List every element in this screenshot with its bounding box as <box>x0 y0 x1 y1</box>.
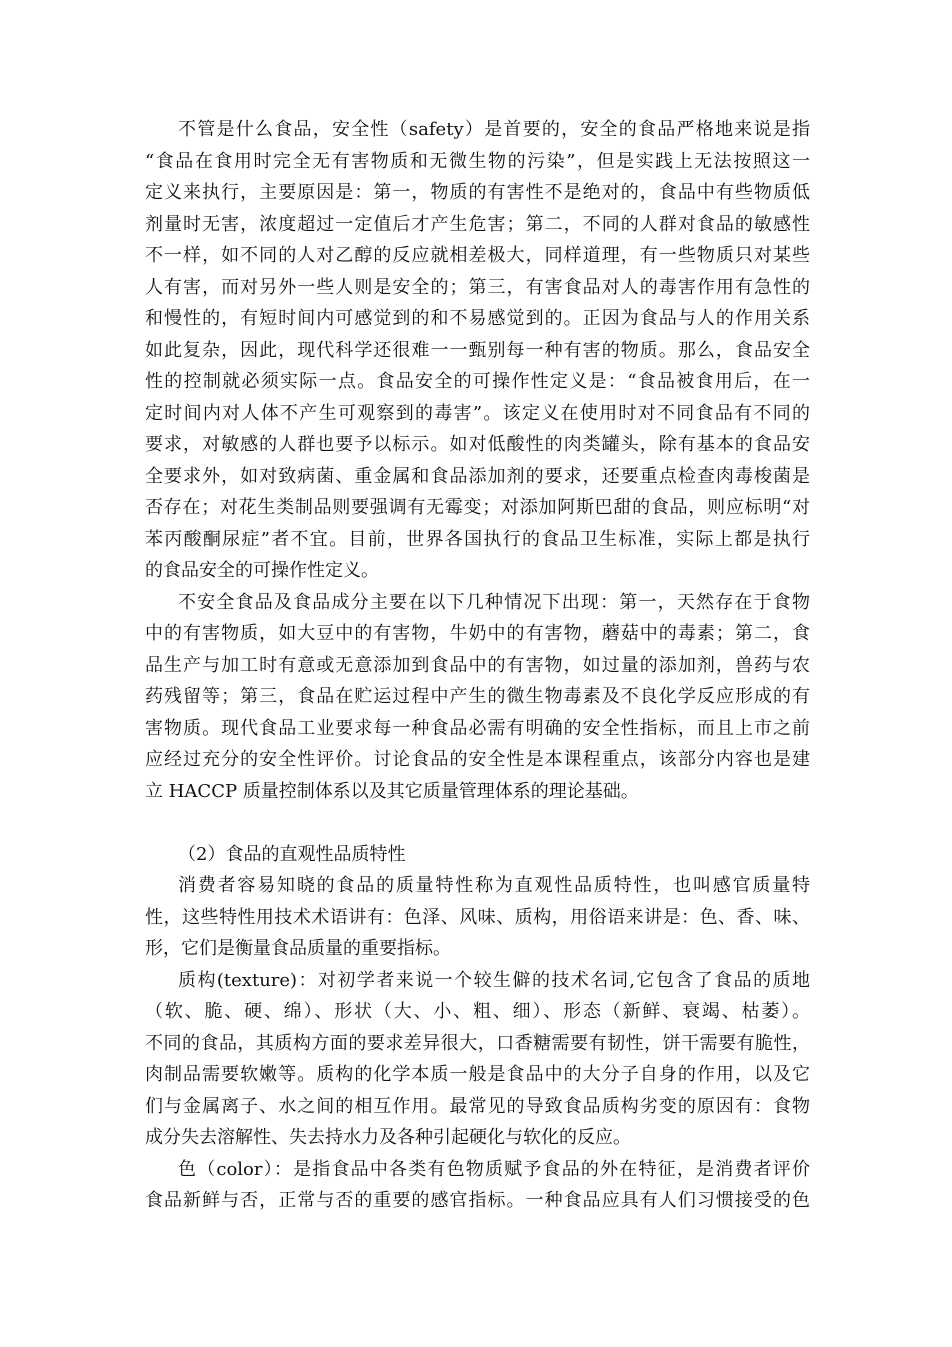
text-line: 药残留等；第三，食品在贮运过程中产生的微生物毒素及不良化学反应形成的有 <box>145 686 810 707</box>
text-line: 立 HACCP 质量控制体系以及其它质量管理体系的理论基础。 <box>145 780 639 802</box>
text-line: 质构(texture)：对初学者来说一个较生僻的技术名词,它包含了食品的质地 <box>178 969 810 991</box>
color-paragraph <box>145 1154 810 1217</box>
text-line: 们与金属离子、水之间的相互作用。最常见的导致食品质构劣变的原因有：食物 <box>145 1095 810 1117</box>
paragraph-spacer <box>145 807 810 839</box>
text-line: 品生产与加工时有意或无意添加到食品中的有害物，如过量的添加剂，兽药与农 <box>145 654 810 676</box>
text-line: （软、脆、硬、绵）、形状（大、小、粗、细）、形态（新鲜、衰竭、枯萎）。 <box>145 1001 810 1022</box>
section-heading: （2）食品的直观性品质特性 <box>178 843 406 865</box>
text-line: 食品新鲜与否，正常与否的重要的感官指标。一种食品应具有人们习惯接受的色 <box>145 1190 810 1211</box>
text-line: 色（color）：是指食品中各类有色物质赋予食品的外在特征，是消费者评价 <box>178 1158 810 1180</box>
texture-paragraph <box>145 965 810 1154</box>
text-line: 成分失去溶解性、失去持水力及各种引起硬化与软化的反应。 <box>145 1127 631 1148</box>
text-line: 不一样，如不同的人对乙醇的反应就相差极大，同样道理，有一些物质只对某些 <box>145 245 810 266</box>
text-line: 性，这些特性用技术术语讲有：色泽、风味、质构，用俗语来讲是：色、香、味、 <box>145 906 810 928</box>
text-line: 害物质。现代食品工业要求每一种食品必需有明确的安全性指标，而且上市之前 <box>145 717 810 739</box>
text-line: 不管是什么食品，安全性（safety）是首要的，安全的食品严格地来说是指 <box>178 119 810 140</box>
unsafe-food-paragraph <box>145 587 810 808</box>
text-line: 形，它们是衡量食品质量的重要指标。 <box>145 938 451 959</box>
text-line: 如此复杂，因此，现代科学还很难一一甄别每一种有害的物质。那么，食品安全 <box>145 339 810 361</box>
text-line: 否存在；对花生类制品则要强调有无霉变；对添加阿斯巴甜的食品，则应标明“对 <box>145 497 810 518</box>
text-line: 苯丙酸酮尿症”者不宜。目前，世界各国执行的食品卫生标准，实际上都是执行 <box>145 528 810 550</box>
text-line: 定时间内对人体不产生可观察到的毒害”。该定义在使用时对不同食品有不同的 <box>145 402 810 424</box>
text-line: 消费者容易知晓的食品的质量特性称为直观性品质特性，也叫感官质量特 <box>178 875 810 896</box>
text-line: 剂量时无害，浓度超过一定值后才产生危害；第二，不同的人群对食品的敏感性 <box>145 213 810 235</box>
text-line: 的食品安全的可操作性定义。 <box>145 560 379 581</box>
text-line: 性的控制就必须实际一点。食品安全的可操作性定义是：“食品被食用后，在一 <box>145 371 810 392</box>
text-line: 中的有害物质，如大豆中的有害物，牛奶中的有害物，蘑菇中的毒素；第二，食 <box>145 623 810 644</box>
text-line: 不同的食品，其质构方面的要求差异很大，口香糖需要有韧性，饼干需要有脆性， <box>145 1032 810 1054</box>
text-line: 人有害，而对另外一些人则是安全的；第三，有害食品对人的毒害作用有急性的 <box>145 276 810 298</box>
text-line: 应经过充分的安全性评价。讨论食品的安全性是本课程重点，该部分内容也是建 <box>145 749 810 770</box>
text-line: 要求，对敏感的人群也要予以标示。如对低酸性的肉类罐头，除有基本的食品安 <box>145 434 810 455</box>
text-line: 全要求外，如对致病菌、重金属和食品添加剂的要求，还要重点检查肉毒梭菌是 <box>145 465 810 487</box>
text-line: 定义来执行，主要原因是：第一，物质的有害性不是绝对的，食品中有些物质低 <box>145 182 810 203</box>
text-line: “食品在食用时完全无有害物质和无微生物的污染”，但是实践上无法按照这一 <box>145 150 810 172</box>
sensory-quality-paragraph <box>145 870 810 965</box>
text-line: 不安全食品及食品成分主要在以下几种情况下出现：第一，天然存在于食物 <box>178 591 810 613</box>
document-body <box>145 114 810 1217</box>
safety-paragraph <box>145 114 810 587</box>
text-line: 肉制品需要软嫩等。质构的化学本质一般是食品中的大分子自身的作用，以及它 <box>145 1064 810 1085</box>
text-line: 和慢性的，有短时间内可感觉到的和不易感觉到的。正因为食品与人的作用关系 <box>145 308 810 329</box>
